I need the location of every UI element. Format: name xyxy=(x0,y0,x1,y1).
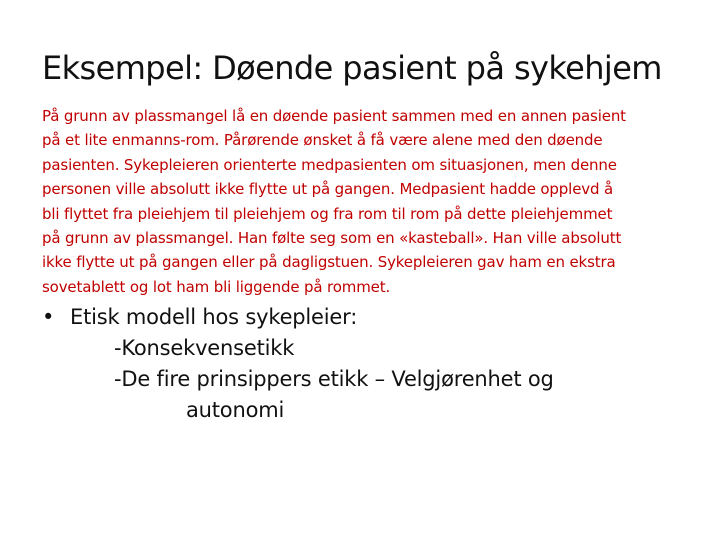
case-line-8: sovetablett og lot ham bli liggende på rommet. xyxy=(42,277,391,296)
bullet-text: Etisk modell hos sykepleier: xyxy=(70,305,358,329)
sub-item-consequentialism: -Konsekvensetikk xyxy=(114,336,295,360)
sub-item-four-principles: -De fire prinsippers etikk – Velgjørenhet og xyxy=(114,367,554,391)
bullet-icon: • xyxy=(42,305,55,329)
case-description xyxy=(42,104,692,299)
case-line-5: bli flyttet fra pleiehjem til pleiehjem og fra rom til rom på dette pleiehjemmet xyxy=(42,204,613,223)
sub-item-four-principles-continuation: autonomi xyxy=(186,398,285,422)
case-line-2: på et lite enmanns-rom. Pårørende ønsket å få være alene med den døende xyxy=(42,131,603,150)
case-line-7: ikke flytte ut på gangen eller på dagligstuen. Sykepleieren gav ham en ekstra xyxy=(42,253,616,272)
case-line-4: personen ville absolutt ikke flytte ut på gangen. Medpasient hadde opplevd å xyxy=(42,180,614,199)
case-line-6: på grunn av plassmangel. Han følte seg som en «kasteball». Han ville absolutt xyxy=(42,229,622,248)
bullet-item-ethics-model xyxy=(42,302,682,333)
case-line-3: pasienten. Sykepleieren orienterte medpasienten om situasjonen, men denne xyxy=(42,155,617,174)
case-line-1: På grunn av plassmangel lå en døende pasient sammen med en annen pasient xyxy=(42,107,626,125)
slide-title: Eksempel: Døende pasient på sykehjem xyxy=(42,49,662,87)
bullet-list xyxy=(42,302,682,426)
